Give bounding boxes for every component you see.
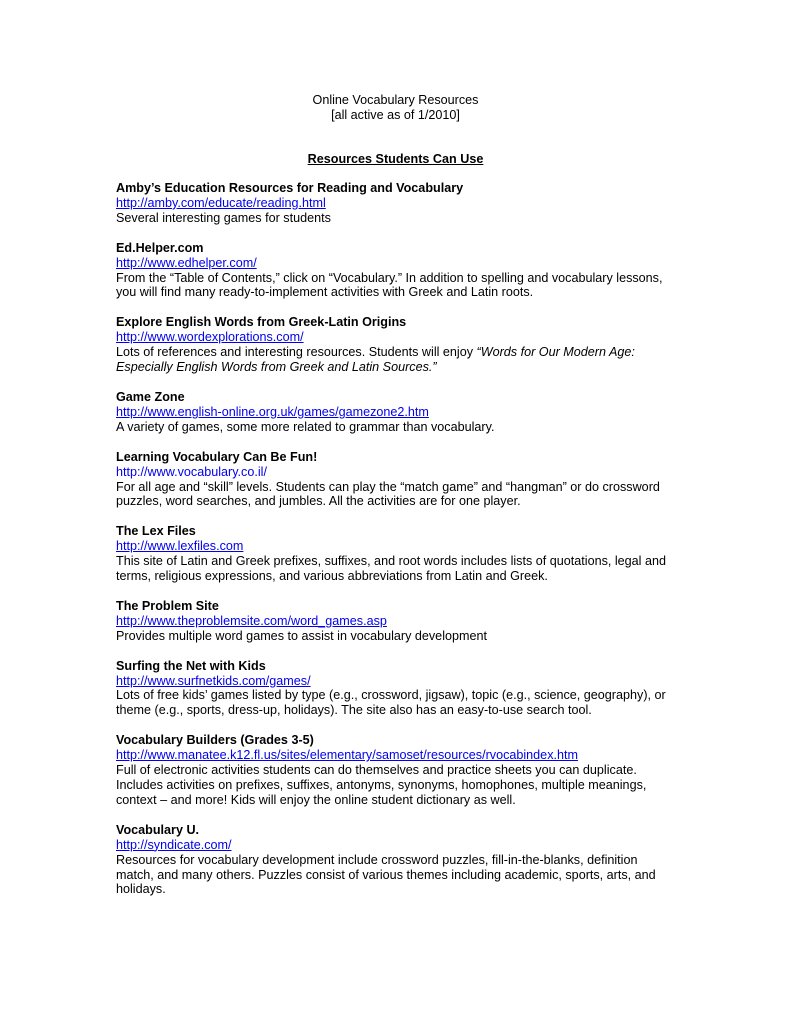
resource-title: Explore English Words from Greek-Latin Origins bbox=[116, 315, 407, 330]
resource-link[interactable]: http://syndicate.com/ bbox=[116, 837, 232, 852]
resource-entry-problemsite bbox=[116, 599, 676, 644]
resource-entry-vocabulary-builders bbox=[116, 733, 676, 808]
resource-entry-gamezone bbox=[116, 390, 676, 435]
resource-description: This site of Latin and Greek prefixes, suffixes, and root words includes lists of quotations, legal and terms, religious expressions, and various abbreviations from Latin and Greek. bbox=[116, 554, 666, 584]
resource-description-quote: “Words for Our Modern Age: Especially English Words from Greek and Latin Sources.” bbox=[116, 345, 635, 375]
resource-entry-edhelper bbox=[116, 241, 676, 301]
resource-link[interactable]: http://amby.com/educate/reading.html bbox=[116, 195, 326, 210]
resource-description: A variety of games, some more related to grammar than vocabulary. bbox=[116, 419, 495, 434]
resource-entry-amby bbox=[116, 181, 676, 226]
document-header bbox=[0, 93, 791, 123]
resource-description: Full of electronic activities students can do themselves and practice sheets you can duplicate. Includes activities on prefixes, suffixes, antonyms, synonyms, homophones, multiple meanings, context – and more! Kids will enjoy the online student dictionary as well. bbox=[116, 763, 647, 807]
resource-link[interactable]: http://www.theproblemsite.com/word_games.asp bbox=[116, 613, 387, 628]
resource-description: Several interesting games for students bbox=[116, 210, 331, 225]
resource-title: Ed.Helper.com bbox=[116, 240, 204, 255]
resource-description bbox=[116, 345, 676, 375]
resource-link[interactable]: http://www.manatee.k12.fl.us/sites/elementary/samoset/resources/rvocabindex.htm bbox=[116, 748, 578, 763]
resource-link[interactable]: http://www.edhelper.com/ bbox=[116, 255, 257, 270]
resource-link[interactable]: http://www.lexfiles.com bbox=[116, 539, 244, 554]
resource-link[interactable]: http://www.wordexplorations.com/ bbox=[116, 330, 304, 345]
resource-list bbox=[116, 181, 676, 912]
resource-link[interactable]: http://www.english-online.org.uk/games/gamezone2.htm bbox=[116, 404, 429, 419]
resource-description: For all age and “skill” levels. Students can play the “match game” and “hangman” or do crossword puzzles, word searches, and jumbles. All the activities are for one player. bbox=[116, 479, 660, 509]
resource-title: Vocabulary Builders (Grades 3-5) bbox=[116, 733, 314, 748]
resource-title: Learning Vocabulary Can Be Fun! bbox=[116, 449, 318, 464]
resource-entry-vocabulary-u bbox=[116, 823, 676, 898]
resource-description: Provides multiple word games to assist in vocabulary development bbox=[116, 628, 487, 643]
section-title: Resources Students Can Use bbox=[307, 152, 484, 166]
resource-title: The Problem Site bbox=[116, 598, 219, 613]
resource-entry-lexfiles bbox=[116, 524, 676, 584]
resource-entry-wordexplorations bbox=[116, 315, 676, 375]
document-subtitle: [all active as of 1/2010] bbox=[331, 108, 460, 122]
resource-entry-vocabulary-co-il bbox=[116, 450, 676, 510]
document-title: Online Vocabulary Resources bbox=[312, 93, 479, 107]
resource-entry-surfnetkids bbox=[116, 659, 676, 719]
resource-description: Lots of free kids’ games listed by type (e.g., crossword, jigsaw), topic (e.g., science, geography), or theme (e.g., sports, dress-up, holidays). The site also has an easy-to-use search tool. bbox=[116, 688, 666, 718]
resource-title: The Lex Files bbox=[116, 524, 196, 539]
resource-description: Resources for vocabulary development include crossword puzzles, fill-in-the-blanks, definition match, and many others. Puzzles consist of various themes including academic, sports, arts, and holidays. bbox=[116, 852, 656, 897]
resource-title: Surfing the Net with Kids bbox=[116, 658, 266, 673]
resource-link[interactable]: http://www.vocabulary.co.il/ bbox=[116, 464, 267, 479]
resource-description-text: Lots of references and interesting resources. Students will enjoy bbox=[116, 345, 477, 360]
resource-description: From the “Table of Contents,” click on “Vocabulary.” In addition to spelling and vocabulary lessons, you will find many ready-to-implement activities with Greek and Latin roots. bbox=[116, 270, 663, 300]
resource-link[interactable]: http://www.surfnetkids.com/games/ bbox=[116, 673, 311, 688]
resource-title: Vocabulary U. bbox=[116, 822, 200, 837]
resource-title: Game Zone bbox=[116, 389, 185, 404]
resource-title: Amby’s Education Resources for Reading and Vocabulary bbox=[116, 181, 464, 195]
